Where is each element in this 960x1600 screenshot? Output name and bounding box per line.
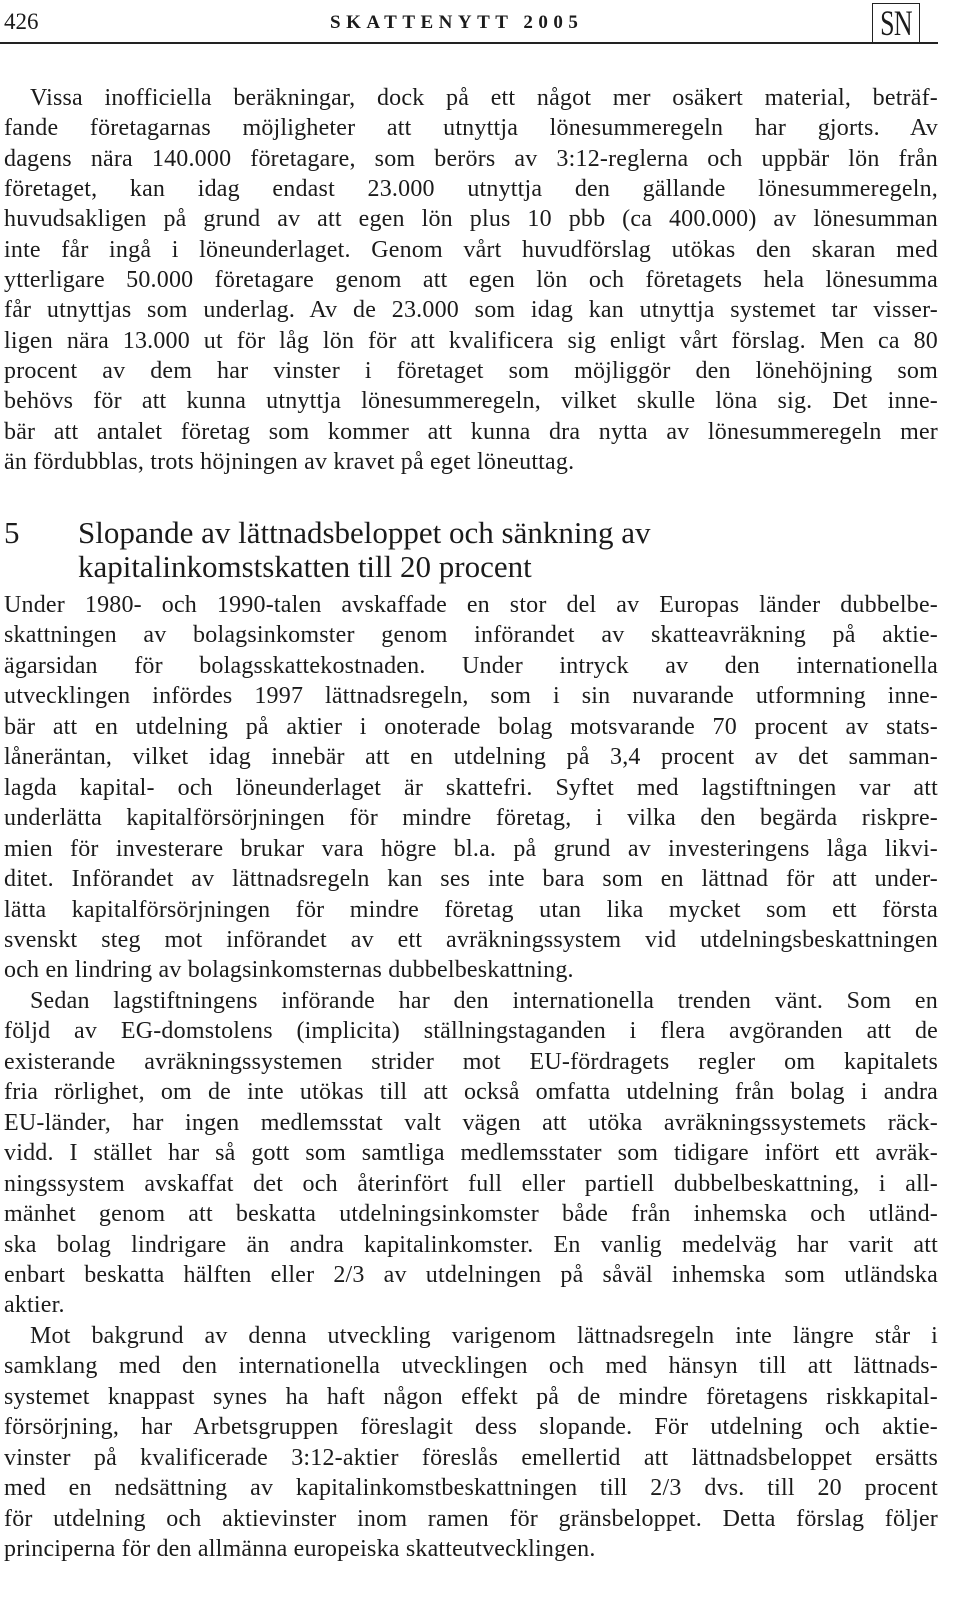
- text-line: vinster på kvalificerade 3:12-aktier föreslås emellertid att lättnadsbeloppet ersätts: [4, 1444, 938, 1471]
- text-line: för utdelning och aktievinster inom ramen för gränsbeloppet. Detta förslag följer: [4, 1505, 938, 1532]
- text-line: Vissa inofficiella beräkningar, dock på ett något mer osäkert material, beträf-: [30, 85, 938, 111]
- section-number: 5: [4, 515, 20, 550]
- logo-text: SN: [880, 3, 912, 42]
- text-line: låneräntan, vilket idag innebär att en utdelning på 3,4 procent av det samman-: [4, 744, 938, 771]
- journal-logo: [872, 3, 920, 42]
- text-line: Under 1980- och 1990-talen avskaffade en stor del av Europas länder dubbelbe-: [4, 592, 938, 618]
- text-line: ska bolag lindrigare än andra kapitalinkomster. En vanlig medelväg har varit att: [4, 1231, 938, 1258]
- text-line: underlätta kapitalförsörjningen för mindre företag, i vilka den begärda riskpre-: [4, 805, 938, 832]
- text-line: följd av EG-domstolens (implicita) ställningstaganden i flera avgöranden att de: [4, 1018, 938, 1045]
- text-line: ägarsidan för bolagsskattekostnaden. Under intryck av den internationella: [4, 652, 938, 679]
- text-line: mänhet genom att beskatta utdelningsinkomster både från inhemska och utländ-: [4, 1201, 938, 1228]
- text-line: EU-länder, har ingen medlemsstat valt vägen att utöka avräkningssystemets räck-: [4, 1109, 938, 1136]
- text-line: utvecklingen infördes 1997 lättnadsregeln, som i sin nuvarande utformning inne-: [4, 683, 938, 710]
- text-line: skattningen av bolagsinkomster genom införandet av skatteavräkning på aktie-: [4, 622, 938, 649]
- text-line: inte får ingå i löneunderlaget. Genom vårt huvudförslag utökas den skaran med: [4, 236, 938, 263]
- text-line: och en lindring av bolagsinkomsternas dubbelbeskattning.: [4, 957, 574, 984]
- paragraph: [4, 1321, 938, 1565]
- section-title-line: kapitalinkomstskatten till 20 procent: [78, 549, 532, 584]
- text-line: Sedan lagstiftningens införande har den internationella trenden vänt. Som en: [30, 987, 938, 1014]
- paragraph: [4, 83, 938, 477]
- text-line: aktier.: [4, 1292, 65, 1319]
- text-line: behövs för att kunna utnyttja lönesummeregeln, vilket skulle löna sig. Det inne-: [4, 388, 938, 415]
- section-title-line: Slopande av lättnadsbeloppet och sänkning av: [78, 515, 651, 550]
- section-body: [4, 590, 938, 1565]
- text-line: Mot bakgrund av denna utveckling varigenom lättnadsregeln inte längre står i: [30, 1322, 938, 1349]
- text-line: ningssystem avskaffat det och återinfört full eller partiell dubbelbeskattning, i all-: [4, 1170, 938, 1197]
- text-line: existerande avräkningssystemen strider mot EU-fördragets regler om kapitalets: [4, 1048, 938, 1075]
- text-line: lätta kapitalförsörjningen för mindre företag utan lika mycket som ett första: [4, 896, 938, 923]
- text-line: vidd. I stället har så gott som samtliga medlemsstater som tidigare infört ett avräk-: [4, 1140, 938, 1167]
- paragraph: [4, 590, 938, 986]
- text-line: med en nedsättning av kapitalinkomstbeskattningen till 2/3 dvs. till 20 procent: [4, 1475, 938, 1502]
- text-line: fande företagarnas möjligheter att utnyttja lönesummeregeln har gjorts. Av: [4, 115, 938, 142]
- text-line: principerna för den allmänna europeiska skatteutvecklingen.: [4, 1536, 596, 1563]
- text-line: samklang med den internationella utvecklingen och med hänsyn till att lättnads-: [4, 1353, 938, 1380]
- text-line: enbart beskatta hälften eller 2/3 av utdelningen på såväl inhemska som utländska: [4, 1261, 938, 1288]
- paragraph: [4, 986, 938, 1321]
- text-line: ligen nära 13.000 ut för låg lön för att kvalificera sig enligt vårt förslag. Men ca 80: [4, 327, 938, 354]
- text-line: fria rörlighet, om de inte utökas till att också omfatta utdelning från bolag i andra: [4, 1079, 938, 1106]
- text-line: företaget, kan idag endast 23.000 utnyttja den gällande lönesummeregeln,: [4, 176, 938, 203]
- text-line: ytterligare 50.000 företagare genom att egen lön och företagets hela lönesumma: [4, 267, 938, 294]
- text-line: ditet. Införandet av lättnadsregeln kan ses inte bara som en lättnad för att under-: [4, 866, 938, 893]
- text-line: lagda kapital- och löneunderlaget är skattefri. Syftet med lagstiftningen var att: [4, 774, 938, 801]
- text-line: mien för investerare brukar vara högre bl.a. på grund av investeringens låga likvi-: [4, 835, 938, 862]
- text-line: försörjning, har Arbetsgruppen föreslagit dess slopande. För utdelning och aktie-: [4, 1414, 938, 1441]
- page-number: 426: [4, 9, 39, 34]
- section-title: [78, 516, 938, 584]
- text-line: bär att en utdelning på aktier i onoterade bolag motsvarande 70 procent av stats-: [4, 713, 938, 740]
- text-line: svenskt steg mot införandet av ett avräkningssystem vid utdelningsbeskattningen: [4, 926, 938, 953]
- text-line: får utnyttjas som underlag. Av de 23.000 som idag kan utnyttja systemet tar visser-: [4, 297, 938, 324]
- journal-title: SKATTENYTT 2005: [330, 12, 584, 33]
- text-line: dagens nära 140.000 företagare, som berörs av 3:12-reglerna och uppbär lön från: [4, 145, 938, 172]
- text-line: än fördubblas, trots höjningen av kravet på eget löneuttag.: [4, 449, 575, 476]
- header-rule: [0, 42, 938, 44]
- text-line: bär att antalet företag som kommer att kunna dra nytta av lönesummeregeln mer: [4, 418, 938, 445]
- text-line: procent av dem har vinster i företaget som möjliggör den lönehöjning som: [4, 358, 938, 385]
- intro-text: [4, 83, 938, 477]
- text-line: systemet knappast synes ha haft någon effekt på de mindre företagens riskkapital-: [4, 1383, 938, 1410]
- text-line: huvudsakligen på grund av att egen lön plus 10 pbb (ca 400.000) av lönesumman: [4, 206, 938, 233]
